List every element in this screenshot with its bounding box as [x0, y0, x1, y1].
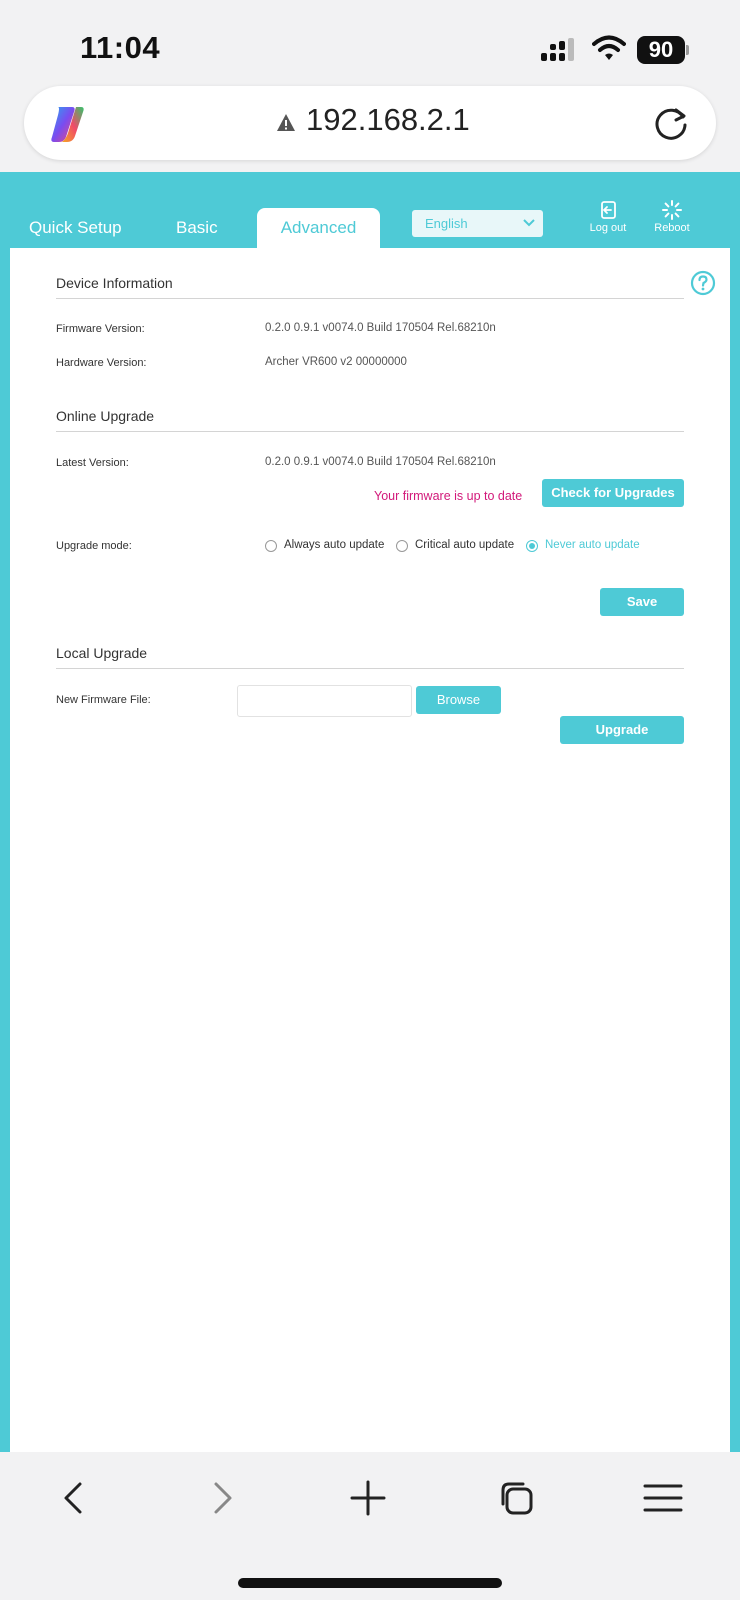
- warning-icon[interactable]: [276, 113, 296, 133]
- language-select[interactable]: [412, 210, 543, 237]
- back-icon[interactable]: [52, 1476, 96, 1520]
- reload-icon[interactable]: [652, 104, 690, 142]
- browser-toolbar: [0, 1452, 740, 1600]
- save-button[interactable]: Save: [600, 588, 684, 616]
- section-divider: [56, 668, 684, 669]
- hardware-version-label: Hardware Version:: [56, 357, 147, 369]
- logout-button[interactable]: [581, 200, 635, 240]
- battery-level: 90: [637, 36, 685, 64]
- radio-label-never[interactable]: Never auto update: [545, 539, 640, 551]
- reboot-label: Reboot: [654, 222, 690, 234]
- radio-critical-auto-update[interactable]: [396, 540, 408, 552]
- section-divider: [56, 431, 684, 432]
- tab-quick-setup[interactable]: Quick Setup: [29, 218, 122, 237]
- chevron-down-icon: [523, 219, 535, 227]
- status-time: 11:04: [80, 30, 161, 65]
- firmware-version-value: 0.2.0 0.9.1 v0074.0 Build 170504 Rel.68210n: [265, 322, 496, 334]
- section-divider: [56, 298, 684, 299]
- forward-icon[interactable]: [200, 1476, 244, 1520]
- upgrade-button[interactable]: Upgrade: [560, 716, 684, 744]
- nav-tabs: [0, 172, 740, 248]
- browse-button[interactable]: Browse: [416, 686, 501, 714]
- router-admin-page: [0, 172, 740, 1452]
- radio-always-auto-update[interactable]: [265, 540, 277, 552]
- radio-label-critical[interactable]: Critical auto update: [415, 539, 515, 551]
- status-bar: [0, 0, 740, 84]
- menu-icon[interactable]: [641, 1476, 685, 1520]
- latest-version-label: Latest Version:: [56, 457, 129, 469]
- home-indicator: [238, 1578, 502, 1588]
- radio-never-auto-update[interactable]: [526, 540, 538, 552]
- firmware-version-label: Firmware Version:: [56, 323, 145, 335]
- cellular-signal-icon: [540, 38, 578, 62]
- tab-advanced[interactable]: Advanced: [257, 208, 380, 248]
- radio-label-always[interactable]: Always auto update: [284, 539, 385, 551]
- section-title-local-upgrade: Local Upgrade: [56, 645, 148, 661]
- help-icon[interactable]: [690, 270, 716, 296]
- section-title-online-upgrade: Online Upgrade: [56, 408, 155, 424]
- check-for-upgrades-button[interactable]: Check for Upgrades: [542, 479, 684, 507]
- latest-version-value: 0.2.0 0.9.1 v0074.0 Build 170504 Rel.68210n: [265, 456, 496, 468]
- upgrade-mode-label: Upgrade mode:: [56, 540, 132, 552]
- logout-label: Log out: [589, 222, 627, 234]
- address-bar[interactable]: [24, 86, 716, 160]
- firmware-status-message: Your firmware is up to date: [374, 489, 523, 503]
- language-select-value: English: [425, 216, 468, 231]
- reboot-icon: [662, 200, 682, 220]
- new-firmware-file-label: New Firmware File:: [56, 694, 151, 706]
- wifi-icon: [592, 34, 626, 62]
- new-tab-icon[interactable]: [346, 1476, 390, 1520]
- tab-basic[interactable]: Basic: [176, 218, 218, 237]
- copilot-icon[interactable]: [46, 103, 88, 145]
- logout-icon: [598, 200, 618, 220]
- firmware-file-input[interactable]: [237, 685, 412, 717]
- battery-icon: [637, 36, 689, 64]
- tabs-icon[interactable]: [495, 1476, 539, 1520]
- content-panel: [10, 248, 730, 1452]
- reboot-button[interactable]: [645, 200, 699, 240]
- section-title-device-info: Device Information: [56, 275, 173, 291]
- url-text[interactable]: 192.168.2.1: [306, 102, 470, 137]
- hardware-version-value: Archer VR600 v2 00000000: [265, 356, 407, 368]
